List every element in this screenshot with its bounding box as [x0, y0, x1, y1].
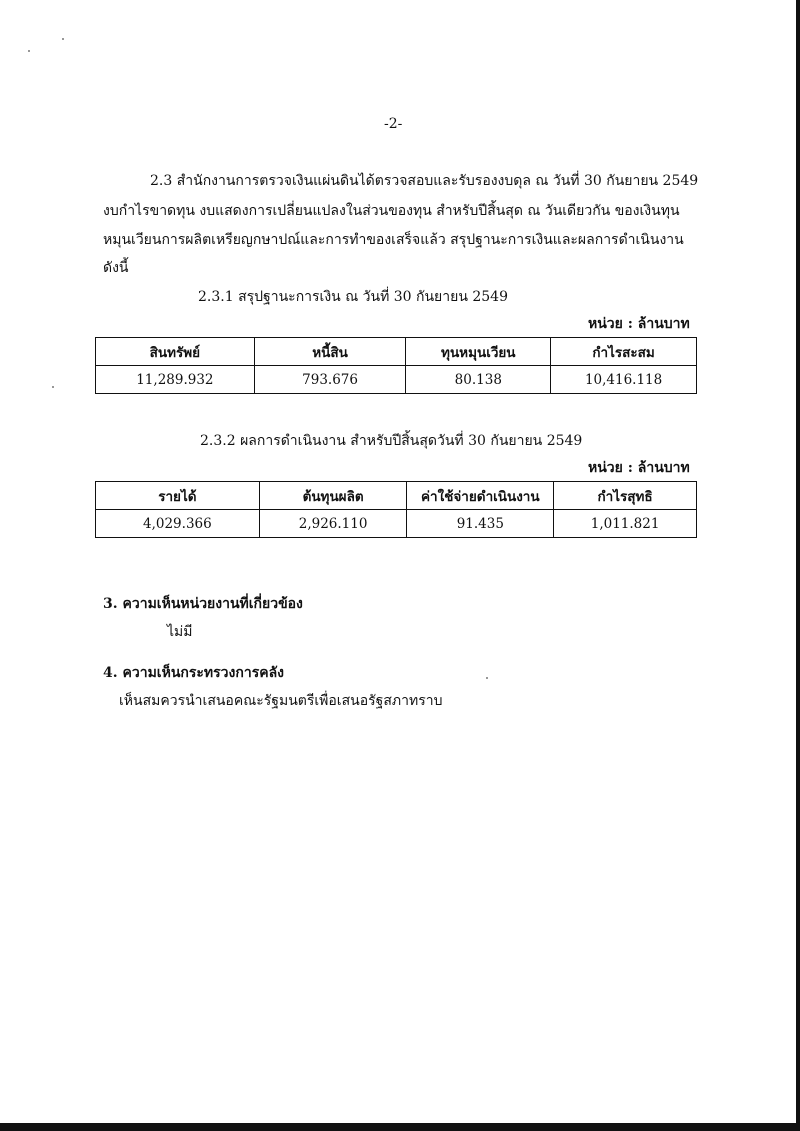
- scan-edge-bottom: [0, 1123, 800, 1131]
- value-working-capital: 80.138: [406, 366, 551, 394]
- header-assets: สินทรัพย์: [96, 338, 255, 366]
- table-2-unit: หน่วย : ล้านบาท: [588, 460, 690, 476]
- header-revenue: รายได้: [96, 482, 260, 510]
- value-assets: 11,289.932: [96, 366, 255, 394]
- scan-speck: [486, 677, 488, 679]
- table-row: [96, 366, 697, 394]
- scan-edge-right: [796, 0, 800, 1131]
- table-1-unit: หน่วย : ล้านบาท: [588, 316, 690, 332]
- scan-speck: [62, 38, 64, 40]
- financial-position-table: [95, 337, 697, 394]
- header-production-cost: ต้นทุนผลิต: [259, 482, 407, 510]
- header-operating-expenses: ค่าใช้จ่ายดำเนินงาน: [407, 482, 554, 510]
- table-1-title: 2.3.1 สรุปฐานะการเงิน ณ วันที่ 30 กันยายน 2549: [198, 289, 508, 305]
- value-retained-earnings: 10,416.118: [551, 366, 697, 394]
- table-header-row: [96, 482, 697, 510]
- section-4-body: เห็นสมควรนำเสนอคณะรัฐมนตรีเพื่อเสนอรัฐสภาทราบ: [119, 693, 443, 709]
- value-liabilities: 793.676: [254, 366, 406, 394]
- header-working-capital: ทุนหมุนเวียน: [406, 338, 551, 366]
- value-revenue: 4,029.366: [96, 510, 260, 538]
- table-row: [96, 510, 697, 538]
- operating-results-table: [95, 481, 697, 538]
- value-operating-expenses: 91.435: [407, 510, 554, 538]
- section-2-3-line-3: หมุนเวียนการผลิตเหรียญกษาปณ์และการทำของเสร็จแล้ว สรุปฐานะการเงินและผลการดำเนินงาน: [103, 232, 684, 248]
- page-number: -2-: [384, 116, 403, 132]
- section-3-heading: 3. ความเห็นหน่วยงานที่เกี่ยวข้อง: [103, 596, 303, 612]
- section-2-3-line-4: ดังนี้: [103, 260, 129, 276]
- section-4-heading: 4. ความเห็นกระทรวงการคลัง: [103, 665, 284, 681]
- table-2-title: 2.3.2 ผลการดำเนินงาน สำหรับปีสิ้นสุดวันที่ 30 กันยายน 2549: [200, 433, 583, 449]
- scan-speck: [28, 50, 30, 52]
- table-header-row: [96, 338, 697, 366]
- value-net-profit: 1,011.821: [554, 510, 697, 538]
- scan-speck: [52, 386, 54, 388]
- section-3-body: ไม่มี: [167, 624, 193, 640]
- value-production-cost: 2,926.110: [259, 510, 407, 538]
- header-liabilities: หนี้สิน: [254, 338, 406, 366]
- section-2-3-line-2: งบกำไรขาดทุน งบแสดงการเปลี่ยนแปลงในส่วนของทุน สำหรับปีสิ้นสุด ณ วันเดียวกัน ของเงินทุน: [103, 203, 680, 219]
- header-retained-earnings: กำไรสะสม: [551, 338, 697, 366]
- section-2-3-line-1: 2.3 สำนักงานการตรวจเงินแผ่นดินได้ตรวจสอบและรับรองงบดุล ณ วันที่ 30 กันยายน 2549: [150, 173, 699, 189]
- header-net-profit: กำไรสุทธิ: [554, 482, 697, 510]
